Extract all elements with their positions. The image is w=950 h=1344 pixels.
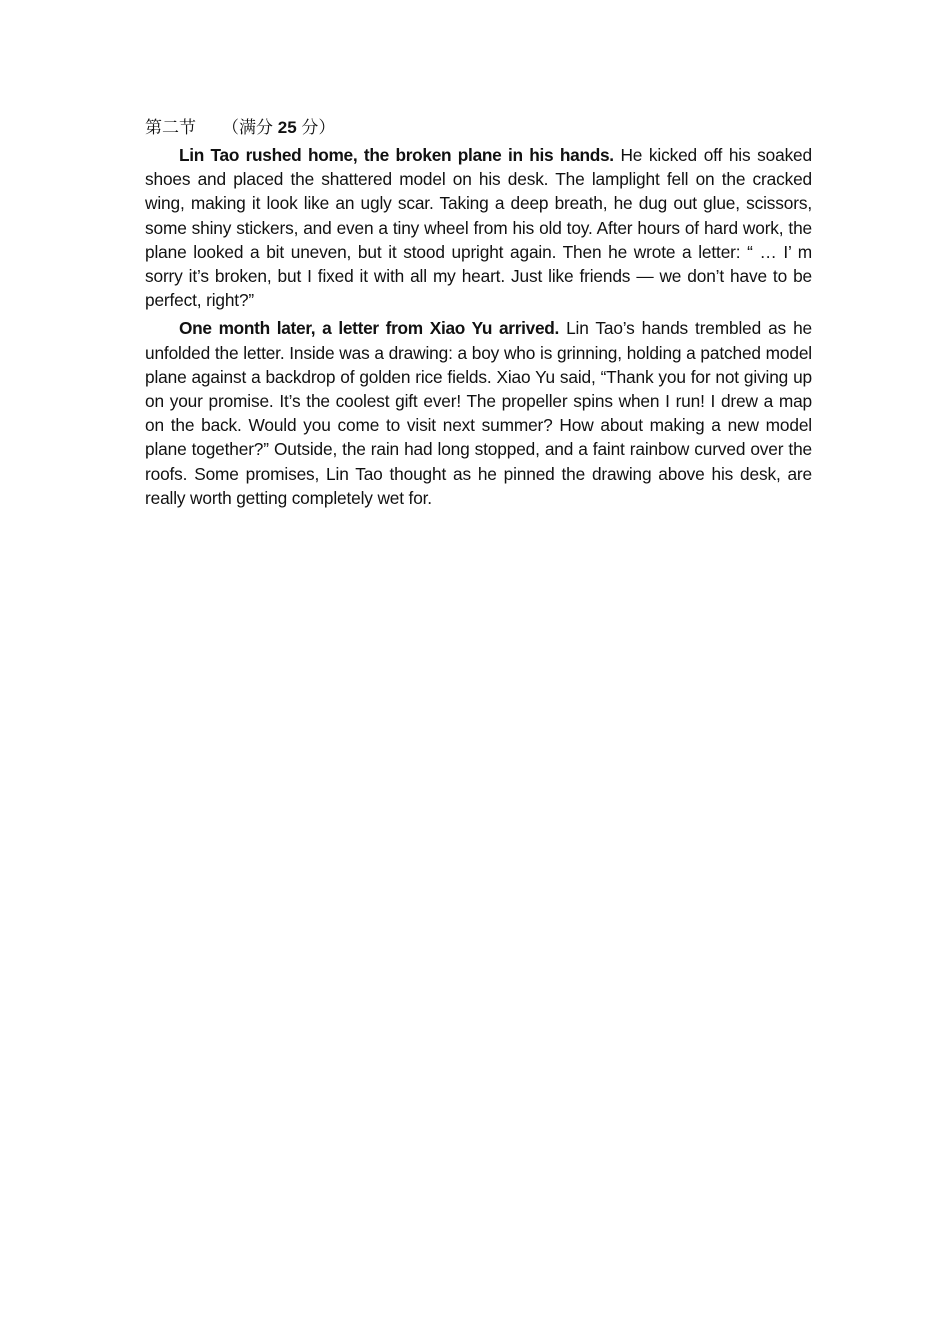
score-value: 25 [277,118,297,137]
paragraph-2 [145,316,812,510]
score-close: 分） [296,118,336,137]
paragraph-1-body: He kicked off his soaked shoes and placed the shattered model on his desk. The lamplight fell on the cracked wing, making it look like an ugly scar. Taking a deep breath, he dug out glue, scissors, some shiny stickers, and even a tiny wheel from his old toy. After hours of hard work, the plane looked a bit uneven, but it stood upright again. Then he wrote a letter: “ … I’ m sorry it’s broken, but I fixed it with all my heart. Just like friends — we don’t have to be perfect, right?” [145,145,812,311]
paragraph-2-body: Lin Tao’s hands trembled as he unfolded the letter. Inside was a drawing: a boy who is grinning, holding a patched model plane against a backdrop of golden rice fields. Xiao Yu said, “Thank you for not giving up on your promise. It’s the coolest gift ever! The propeller spins when I run! I drew a map on the back. Would you come to visit next summer? How about making a new model plane together?” Outside, the rain had long stopped, and a faint rainbow curved over the roofs. Some promises, Lin Tao thought as he pinned the drawing above his desk, are really worth getting completely wet for. [145,318,812,508]
section-heading [145,117,812,139]
paragraph-2-lead-sentence: One month later, a letter from Xiao Yu arrived. [179,318,560,339]
paragraph-1 [145,143,812,312]
score-open: （满分 [222,118,278,137]
score-note [222,118,335,137]
paragraph-1-lead-sentence: Lin Tao rushed home, the broken plane in his hands. [179,145,614,165]
section-title: 第二节 [145,118,196,137]
document-body [145,117,812,514]
